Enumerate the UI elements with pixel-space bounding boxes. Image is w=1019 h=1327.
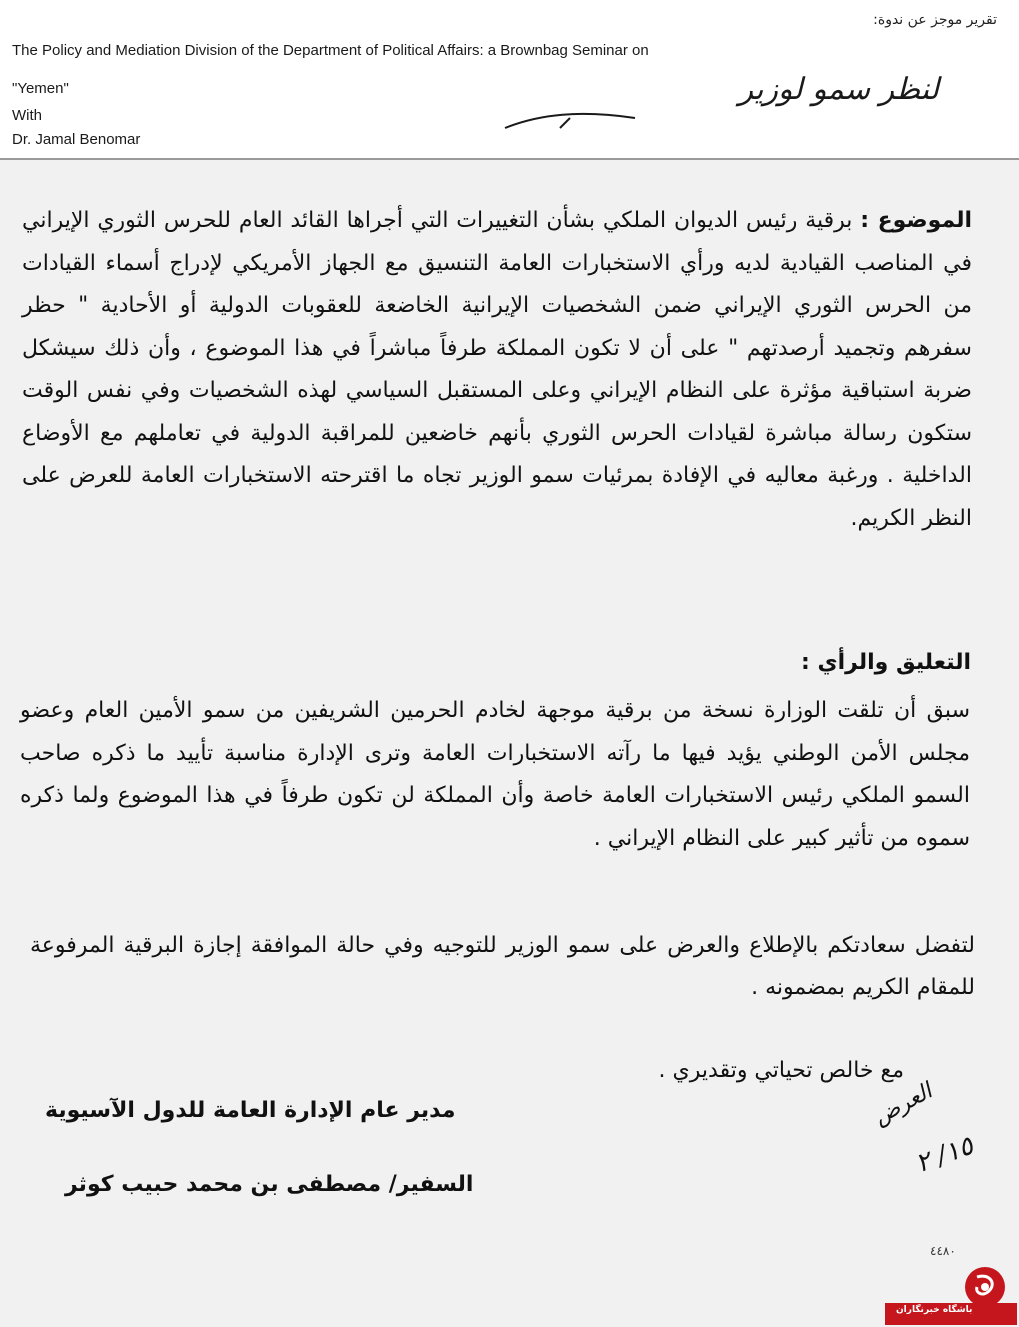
- seminar-topic-line: "Yemen": [12, 80, 69, 97]
- subject-paragraph: [22, 200, 972, 540]
- handwritten-instruction: لنظر سمو لوزير: [738, 72, 939, 107]
- comment-heading: التعليق والرأي :: [801, 650, 971, 675]
- handwritten-stroke: [500, 106, 640, 136]
- document-number: ٤٤٨٠: [930, 1244, 956, 1258]
- signatory-title: مدير عام الإدارة العامة للدول الآسيوية: [45, 1098, 456, 1123]
- top-heading: تقرير موجز عن ندوة:: [873, 12, 997, 28]
- margin-annotation: العرض: [869, 1078, 937, 1131]
- closing-line: مع خالص تحياتي وتقديري .: [658, 1058, 904, 1083]
- request-paragraph: لتفضل سعادتكم بالإطلاع والعرض على سمو الوزير للتوجيه وفي حالة الموافقة إجازة البرقية المرفوعة للمقام الكريم بمضمونه .: [30, 933, 975, 1000]
- watermark-text: باشگاه خبرنگاران: [896, 1305, 973, 1315]
- margin-date: ١٥/ ٢: [911, 1130, 978, 1180]
- comment-paragraph: سبق أن تلقت الوزارة نسخة من برقية موجهة لخادم الحرمين الشريفين من سمو الأمين العام وعضو مجلس الأمن الوطني يؤيد فيها ما رآته الاستخبارات العامة وترى الإدارة مناسبة تأييد ما ذكره صاحب السمو الملكي رئيس الاستخبارات العامة خاصة وأن المملكة لن تكون طرفاً في هذا الموضوع ولما ذكره سموه من تأثير كبير على النظام الإيراني .: [20, 698, 970, 851]
- seminar-speaker-line: Dr. Jamal Benomar: [12, 131, 141, 148]
- signatory-name: السفير/ مصطفى بن محمد حبيب كوثر: [65, 1172, 474, 1197]
- seminar-title-line: The Policy and Mediation Division of the Department of Political Affairs: a Brownbag Seminar on: [12, 42, 649, 59]
- watermark-logo: [885, 1265, 1017, 1325]
- seminar-with-line: With: [12, 107, 42, 124]
- subject-text: برقية رئيس الديوان الملكي بشأن التغييرات التي أجراها القائد العام للحرس الثوري الإيراني في المناصب القيادية لديه ورأي الاستخبارات العامة التنسيق مع الجهاز الأمريكي لإدراج أسماء القيادات من الحرس الثوري الإيراني ضمن الشخصيات الإيرانية الخاضعة للعقوبات الدولية أو الأحادية " حظر سفرهم وتجميد أرصدتهم " على أن لا تكون المملكة طرفاً مباشراً في هذا الموضوع ، وأن ذلك سيشكل ضربة استباقية مؤثرة على النظام الإيراني وعلى المستقبل السياسي لهذه الشخصيات وفي نفس الوقت ستكون رسالة مباشرة لقيادات الحرس الثوري بأنهم خاضعين للمراقبة الدولية في تعاملهم مع الأوضاع الداخلية . ورغبة معاليه في الإفادة بمرئيات سمو الوزير تجاه ما اقترحته الاستخبارات العامة للعرض على النظر الكريم.: [22, 208, 972, 531]
- subject-label: الموضوع :: [860, 208, 973, 233]
